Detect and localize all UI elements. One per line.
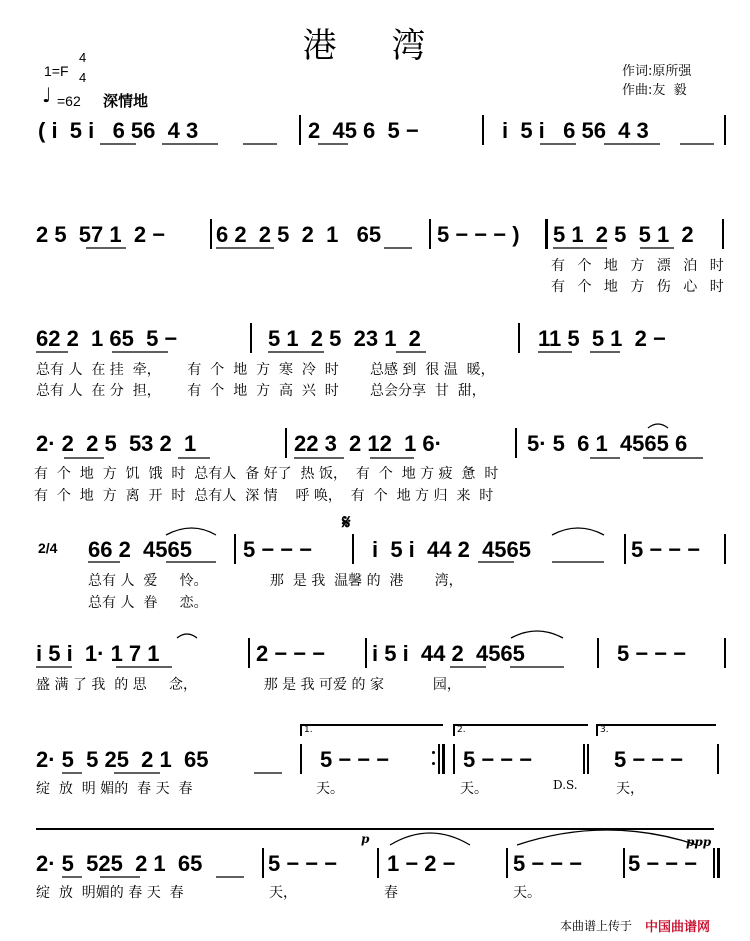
time-denominator: 4 — [79, 70, 87, 85]
dynamic-marking: p — [361, 832, 370, 846]
site-logo: 中国曲谱网 — [645, 920, 711, 935]
measure: 66 2 4565 — [88, 537, 192, 562]
measure: 5 − − − ) — [437, 222, 520, 247]
lyrics-verse-1: 绽 放 明媚的 春 天 春 — [36, 885, 184, 901]
lyrics-ending: 天。 — [316, 781, 344, 797]
measure: 5 1 2 5 5 1 2 — [553, 222, 694, 247]
measure: 5 − − − — [513, 851, 583, 876]
volta-label: 3. — [600, 725, 609, 735]
measure: 5 − − − — [320, 747, 390, 772]
measure: 2 45 6 5 − — [308, 118, 419, 143]
measure: i 5 i 6 56 4 3 — [502, 118, 649, 143]
lyrics-verse-1: 有 个 地 方 漂 泊 时 — [551, 258, 728, 274]
lyrics-verse-2: 有 个 地 方 伤 心 时 — [551, 279, 728, 295]
lyrics-verse-1: 总有 人 在 挂 牵， 有 个 地 方 寒 冷 时 总感 到 很 温 暖， — [36, 362, 495, 378]
measure: 5 − − − — [463, 747, 533, 772]
measure: 2· 5 525 2 1 65 — [36, 851, 203, 876]
measure: ( i 5 i 6 56 4 3 — [38, 118, 199, 143]
measure: 6 2 2 5 2 1 65 — [216, 222, 382, 247]
dal-segno: D.S. — [553, 778, 578, 792]
time-numerator: 4 — [79, 50, 87, 65]
quarter-note-icon: ♩ — [42, 83, 52, 107]
measure: 5 − − − — [243, 537, 313, 562]
measure: 22 3 2 12 1 6· — [294, 431, 442, 456]
time-change: 2/4 — [38, 540, 58, 556]
measure: i 5 i 44 2 4565 — [372, 537, 532, 562]
measure: 2 5 57 1 2 − — [36, 222, 166, 247]
lyrics-verse-1: 盛 满 了 我 的 思 念， 那 是 我 可爱 的 家 园， — [36, 677, 461, 693]
lyrics-verse-2: 总有 人 眷 恋。 — [88, 595, 208, 611]
lyrics-verse-2: 总有 人 在 分 担， 有 个 地 方 高 兴 时 总会分享 甘 甜， — [36, 383, 486, 399]
measure: 11 5 5 1 2 − — [538, 326, 666, 351]
volta-label: 2. — [457, 725, 466, 735]
measure: 62 2 1 65 5 − — [36, 326, 178, 351]
lyrics-ending: 天， — [616, 781, 644, 797]
upload-note: 本曲谱上传于 — [560, 919, 633, 933]
lyrics-verse-1: 总有 人 爱 怜。 那 是 我 温馨 的 港 湾， — [88, 573, 463, 589]
lyrics-ending: 春 — [384, 885, 398, 901]
volta-label: 1. — [304, 725, 313, 735]
lyricist-credit: 作词:原所强 — [622, 64, 692, 79]
measure: 5 − − − — [628, 851, 698, 876]
key-signature: 1=F — [44, 63, 69, 79]
measure: 5 − − − — [614, 747, 684, 772]
measure: 2· 5 5 25 2 1 65 — [36, 747, 209, 772]
lyrics-ending: 天。 — [513, 885, 541, 901]
composer-credit: 作曲:友 毅 — [622, 83, 687, 98]
measure: 5 − − − — [268, 851, 338, 876]
expression-marking: 深情地 — [103, 92, 149, 110]
measure: 1 − 2 − — [387, 851, 456, 876]
lyrics-ending: 天， — [269, 885, 297, 901]
measure: 5· 5 6 1 4565 6 — [527, 431, 688, 456]
measure: i 5 i 44 2 4565 — [372, 641, 525, 666]
lyrics-verse-1: 绽 放 明 媚的 春 天 春 — [36, 781, 193, 797]
measure: 5 1 2 5 23 1 2 — [268, 326, 421, 351]
page-title: 港 湾 — [302, 26, 448, 66]
lyrics-verse-2: 有 个 地 方 离 开 时 总有人 深 情 呼 唤， 有 个 地 方 归 来 时 — [34, 488, 494, 504]
measure: 2 − − − — [256, 641, 326, 666]
measure: 2· 2 2 5 53 2 1 — [36, 431, 197, 456]
measure: i 5 i 1· 1 7 1 — [36, 641, 160, 666]
lyrics-ending: 天。 — [460, 781, 488, 797]
lyrics-verse-1: 有 个 地 方 饥 饿 时 总有人 备 好了 热 饭， 有 个 地 方 疲 惫 时 — [34, 466, 499, 482]
segno-icon: 𝄋 — [342, 510, 351, 534]
measure: 5 − − − — [631, 537, 701, 562]
measure: 5 − − − — [617, 641, 687, 666]
tempo-marking: =62 — [57, 93, 81, 109]
dynamic-marking: ppp — [686, 835, 712, 849]
